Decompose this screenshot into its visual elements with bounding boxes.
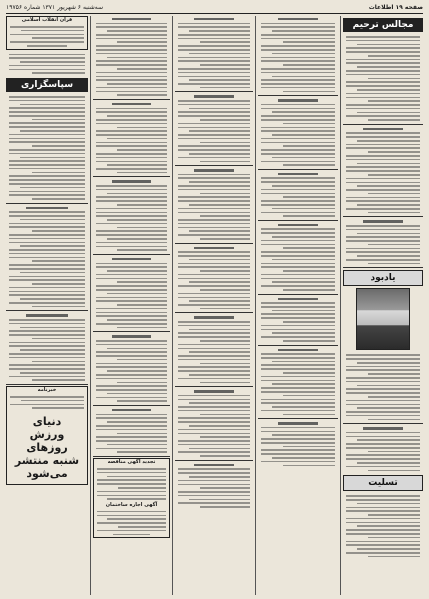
tender-ad — [93, 458, 170, 538]
issue-date: سه‌شنبه ۶ شهریور ۱۳۷۱ شماره ۱۹۷۵۶ — [6, 4, 104, 11]
rent-title: آگهی اجاره ساختمان — [105, 501, 158, 508]
thanks-banner: سپاسگزاری — [6, 78, 88, 92]
column-rule — [90, 16, 91, 595]
column-5 — [343, 16, 423, 595]
column-rule — [255, 16, 256, 595]
promo-heading: خبرنامه — [37, 387, 57, 394]
column-3 — [175, 16, 253, 595]
ad-box — [6, 16, 88, 50]
column-rule — [172, 16, 173, 595]
sports-promo-text: دنیای ورزش روزهای شنبه منتشر می‌شود — [14, 415, 80, 480]
column-1 — [6, 16, 88, 595]
tender-title: تجدید آگهی مناقصه — [107, 459, 156, 466]
sympathy-banner: تسلیت — [343, 475, 423, 491]
ad-title: قرآن انقلاب اسلامی — [21, 17, 73, 23]
memorial-portrait-photo — [356, 288, 410, 350]
condolence-banner: مجالس ترحیم — [343, 18, 423, 32]
memorial-banner: یادبود — [343, 270, 423, 286]
column-2 — [93, 16, 170, 595]
page-label: صفحه ۱۹ اطلاعات — [368, 4, 423, 11]
column-4 — [258, 16, 338, 595]
column-rule — [340, 16, 341, 595]
page-header — [6, 3, 423, 14]
sports-promo-box — [6, 386, 88, 485]
